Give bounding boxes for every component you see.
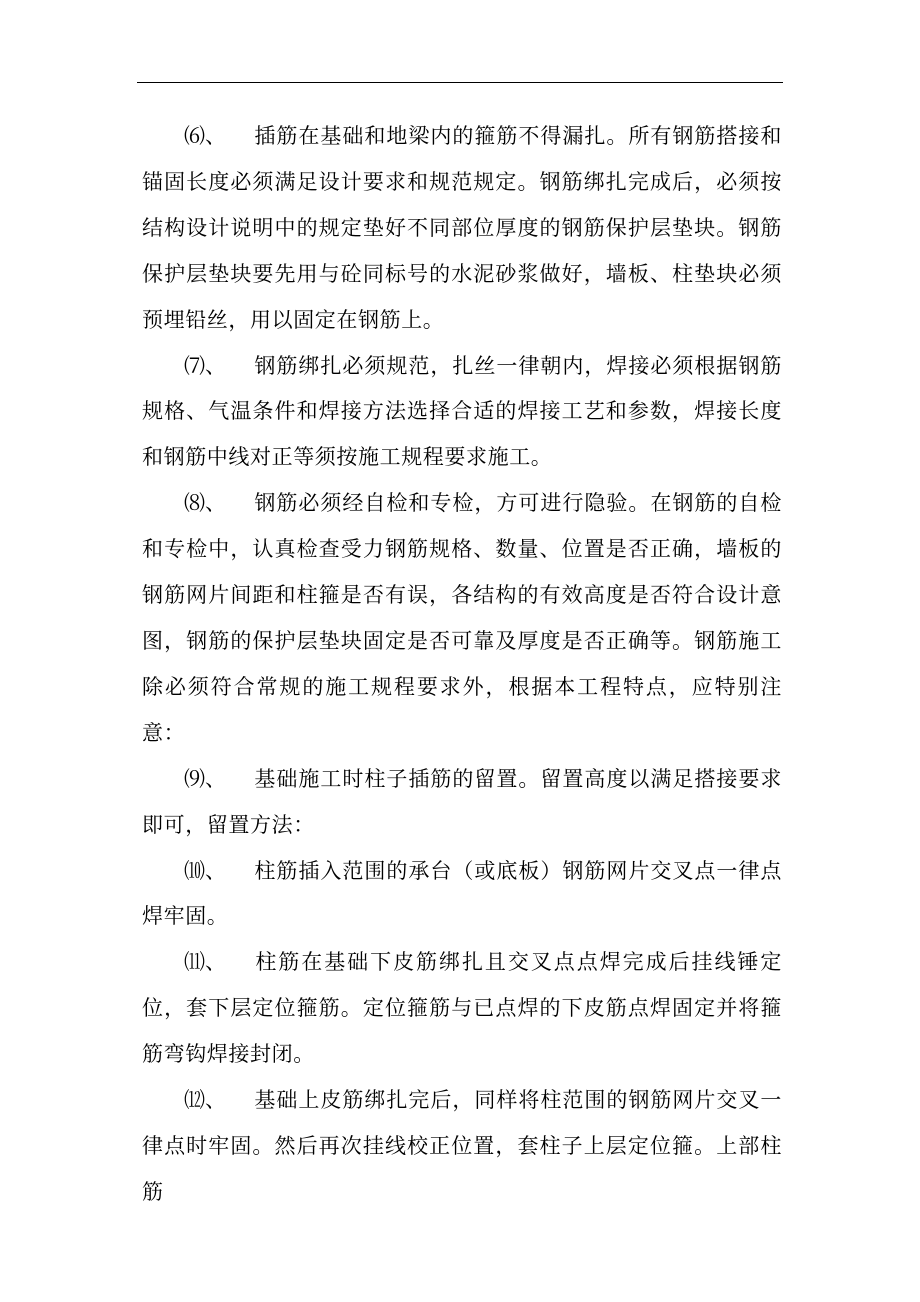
paragraph-11 bbox=[142, 940, 782, 1078]
document-body bbox=[142, 114, 782, 1216]
item-number: ⑻、 bbox=[184, 491, 226, 516]
item-number: ⑺、 bbox=[184, 353, 226, 378]
paragraph-7 bbox=[142, 344, 782, 482]
item-number: ⑹、 bbox=[184, 124, 226, 148]
paragraph-text: 柱筋在基础下皮筋绑扎且交叉点点焊完成后挂线锤定位，套下层定位箍筋。定位箍筋与已点焊的下皮筋点焊固定并将箍筋弯钩焊接封闭。 bbox=[142, 950, 782, 1067]
item-number: ⑾、 bbox=[184, 950, 226, 975]
paragraph-12 bbox=[142, 1078, 782, 1216]
item-number: ⑽、 bbox=[184, 858, 226, 883]
paragraph-text: 柱筋插入范围的承台（或底板）钢筋网片交叉点一律点焊牢固。 bbox=[142, 858, 782, 929]
paragraph-text: 基础上皮筋绑扎完后，同样将柱范围的钢筋网片交叉一律点时牢固。然后再次挂线校正位置，套柱子上层定位箍。上部柱筋 bbox=[142, 1088, 782, 1204]
header-rule bbox=[137, 82, 783, 83]
item-number: ⑼、 bbox=[184, 766, 226, 791]
paragraph-text: 钢筋必须经自检和专检，方可进行隐验。在钢筋的自检和专检中，认真检查受力钢筋规格、数量、位置是否正确，墙板的钢筋网片间距和柱箍是否有误，各结构的有效高度是否符合设计意图，钢筋的保护层垫块固定是否可靠及厚度是否正确等。钢筋施工除必须符合常规的施工规程要求外，根据本工程特点，应特别注意： bbox=[142, 491, 782, 745]
paragraph-text: 钢筋绑扎必须规范，扎丝一律朝内，焊接必须根据钢筋规格、气温条件和焊接方法选择合适的焊接工艺和参数，焊接长度和钢筋中线对正等须按施工规程要求施工。 bbox=[142, 353, 782, 470]
paragraph-9 bbox=[142, 757, 782, 849]
paragraph-text: 插筋在基础和地梁内的箍筋不得漏扎。所有钢筋搭接和锚固长度必须满足设计要求和规范规定。钢筋绑扎完成后，必须按结构设计说明中的规定垫好不同部位厚度的钢筋保护层垫块。钢筋保护层垫块要先用与砼同标号的水泥砂浆做好，墙板、柱垫块必须预埋铅丝，用以固定在钢筋上。 bbox=[142, 124, 782, 332]
paragraph-text: 基础施工时柱子插筋的留置。留置高度以满足搭接要求即可，留置方法： bbox=[142, 766, 782, 837]
paragraph-8 bbox=[142, 481, 782, 756]
item-number: ⑿、 bbox=[184, 1088, 226, 1113]
paragraph-6 bbox=[142, 114, 782, 344]
paragraph-10 bbox=[142, 849, 782, 941]
